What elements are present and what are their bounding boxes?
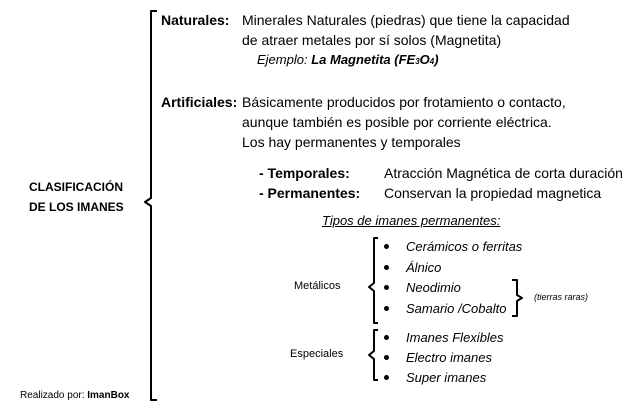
tierras-raras-bracket xyxy=(512,280,522,316)
temporales-desc: Atracción Magnética de corta duración xyxy=(384,165,623,181)
permanentes-desc: Conservan la propiedad magnetica xyxy=(384,185,602,201)
metalicos-item-alnico: Álnico xyxy=(406,260,442,275)
footer-credit xyxy=(20,391,130,401)
especiales-item-flexibles: Imanes Flexibles xyxy=(406,330,504,345)
bullet-icon xyxy=(384,244,389,249)
tierras-raras-note: (tierras raras) xyxy=(534,292,589,302)
root-title-line1: CLASIFICACIÓN xyxy=(29,180,123,194)
bullet-icon xyxy=(384,306,389,311)
naturales-desc-line2: de atraer metales por sí solos (Magnetita) xyxy=(242,32,502,48)
example-value: La Magnetita (FE3O4) xyxy=(311,52,439,67)
artificiales-label: Artificiales: xyxy=(161,94,238,110)
especiales-item-electro: Electro imanes xyxy=(406,350,492,365)
metalicos-label: Metálicos xyxy=(294,280,341,292)
main-bracket xyxy=(145,11,157,400)
naturales-example xyxy=(257,53,439,66)
especiales-bracket xyxy=(369,330,378,380)
metalicos-item-ceramicos: Cerámicos o ferritas xyxy=(406,239,523,254)
bullet-icon xyxy=(384,265,389,270)
metalicos-item-samario: Samario /Cobalto xyxy=(406,301,507,316)
permanent-types-title: Tipos de imanes permanentes: xyxy=(322,213,501,228)
bullet-icon xyxy=(384,375,389,380)
especiales-label: Especiales xyxy=(290,348,344,360)
footer-author: ImanBox xyxy=(87,390,130,401)
bullet-icon xyxy=(384,355,389,360)
metalicos-bracket xyxy=(369,238,378,323)
bullet-icon xyxy=(384,285,389,290)
naturales-label: Naturales: xyxy=(161,12,230,28)
especiales-item-super: Super imanes xyxy=(406,370,487,385)
temporales-label: - Temporales: xyxy=(259,165,350,181)
root-title-line2: DE LOS IMANES xyxy=(29,200,124,214)
example-label: Ejemplo: xyxy=(257,52,308,67)
footer-prefix: Realizado por: xyxy=(20,390,85,401)
bullet-icon xyxy=(384,335,389,340)
artificiales-desc-line3: Los hay permanentes y temporales xyxy=(242,134,461,150)
permanentes-label: - Permanentes: xyxy=(259,185,361,201)
naturales-desc-line1: Minerales Naturales (piedras) que tiene la capacidad xyxy=(242,12,570,28)
metalicos-item-neodimio: Neodimio xyxy=(406,280,461,295)
artificiales-desc-line2: aunque también es posible por corriente eléctrica. xyxy=(242,114,552,130)
artificiales-desc-line1: Básicamente producidos por frotamiento o contacto, xyxy=(242,94,566,110)
